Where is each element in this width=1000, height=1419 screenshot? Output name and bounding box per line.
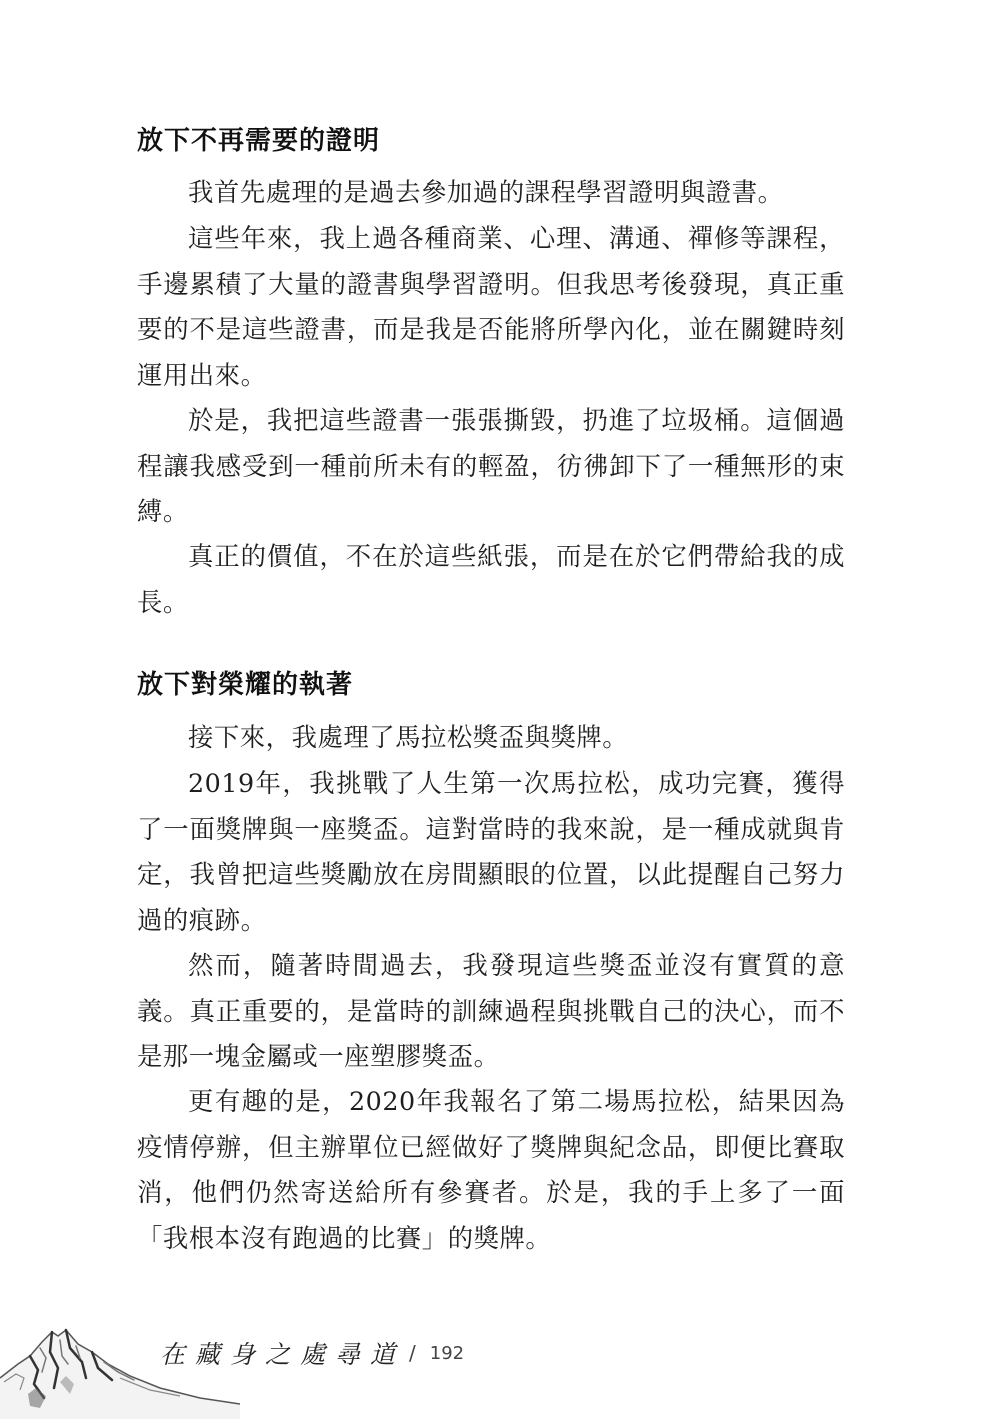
book-title: 在藏身之處尋道 xyxy=(160,1340,406,1369)
section-heading: 放下不再需要的證明 xyxy=(137,126,381,156)
page-number: 192 xyxy=(429,1342,465,1364)
paragraph: 我首先處理的是過去參加過的課程學習證明與證書。 xyxy=(188,177,784,207)
paragraph: 然而，隨著時間過去，我發現這些獎盃並沒有實質的意義。真正重要的，是當時的訓練過程與挑戰自己的決心，而不是那一塊金屬或一座塑膠獎盃。 xyxy=(137,950,845,1071)
paragraph: 接下來，我處理了馬拉松獎盃與獎牌。 xyxy=(188,722,629,752)
paragraph: 真正的價值，不在於這些紙張，而是在於它們帶給我的成長。 xyxy=(137,541,845,617)
footer-separator: / xyxy=(409,1341,416,1365)
paragraph: 更有趣的是，2020年我報名了第二場馬拉松，結果因為疫情停辦，但主辦單位已經做好了獎牌與紀念品，即便比賽取消，他們仍然寄送給所有參賽者。於是，我的手上多了一面「我根本沒有跑過的比賽」的獎牌。 xyxy=(137,1086,845,1253)
section-heading: 放下對榮耀的執著 xyxy=(137,670,354,700)
paragraph: 於是，我把這些證書一張張撕毀，扔進了垃圾桶。這個過程讓我感受到一種前所未有的輕盈，彷彿卸下了一種無形的束縛。 xyxy=(137,405,845,526)
paragraph: 這些年來，我上過各種商業、心理、溝通、禪修等課程，手邊累積了大量的證書與學習證明。但我思考後發現，真正重要的不是這些證書，而是我是否能將所學內化，並在關鍵時刻運用出來。 xyxy=(137,223,845,390)
running-footer xyxy=(160,1336,464,1370)
paragraph: 2019年，我挑戰了人生第一次馬拉松，成功完賽，獲得了一面獎牌與一座獎盃。這對當時的我來說，是一種成就與肯定，我曾把這些獎勵放在房間顯眼的位置，以此提醒自己努力過的痕跡。 xyxy=(137,768,845,935)
